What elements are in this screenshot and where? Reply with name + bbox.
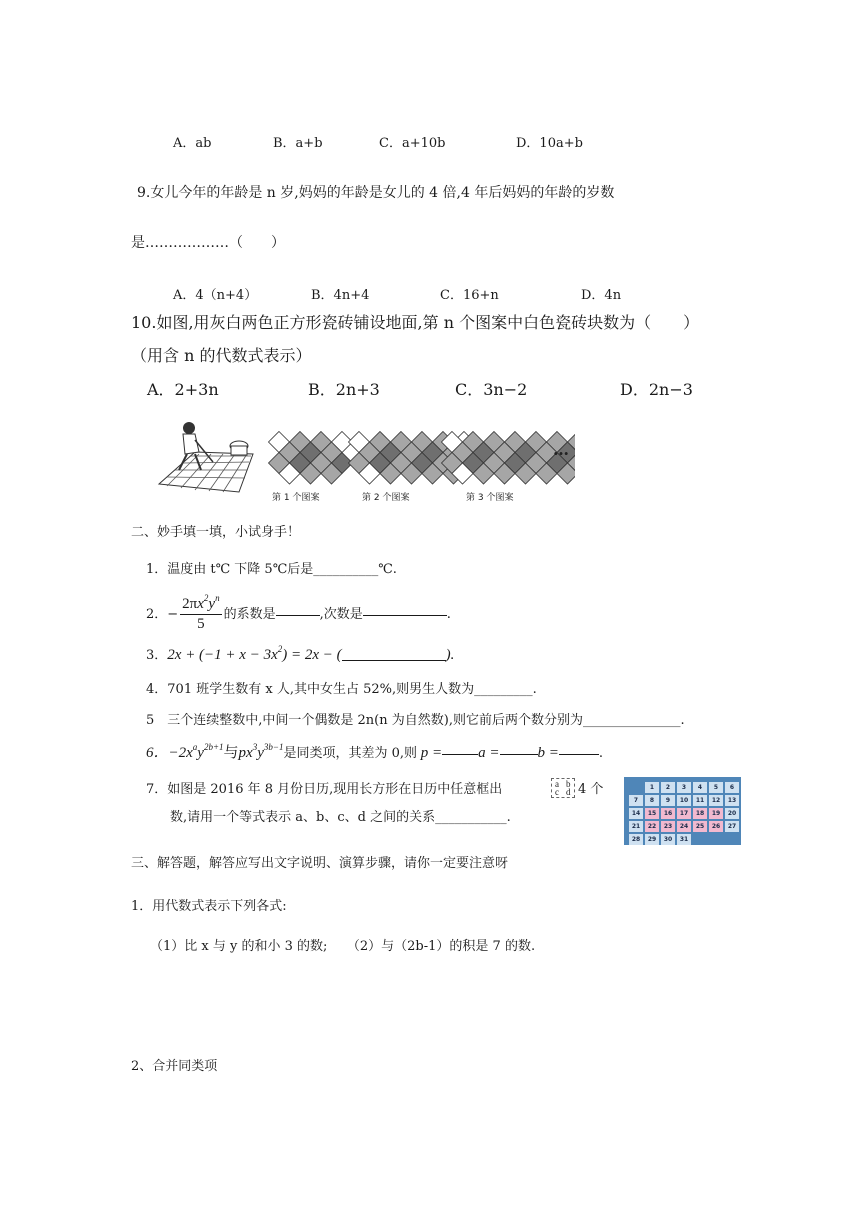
item3-prefix: 3． [146, 648, 168, 663]
calendar-cell: 28 [629, 834, 643, 845]
q9-option-c: C．16+n [440, 288, 499, 303]
pattern-label-3: 第 3 个图案 [466, 493, 514, 503]
calendar-cell: 20 [725, 808, 739, 819]
item6-exp-2b1: 2b+1 [203, 742, 224, 752]
item2-fraction [180, 593, 221, 633]
calendar-cell: 24 [677, 821, 691, 832]
fill-item-7-line1: 7．如图是 2016 年 8 月份日历,现用长方形在日历中任意框出 [146, 782, 503, 797]
fill-item-4: 4．701 班学生数有 x 人,其中女生占 52%,则男生人数为_________. [146, 682, 537, 697]
calendar-cell: 12 [709, 795, 723, 806]
q9-question-line2: 是………………（ ） [131, 235, 285, 251]
item3-exp: 2 [277, 644, 283, 654]
calendar-grid [629, 782, 739, 845]
calendar-cell: 23 [661, 821, 675, 832]
item6-p-label: p = [420, 745, 443, 761]
calendar-cell: 14 [629, 808, 643, 819]
fill-item-7-suffix: 4 个 [578, 782, 604, 797]
item2-exp2: 2 [203, 593, 209, 603]
item2-y: y [208, 596, 216, 612]
fill-item-5: 5 三个连续整数中,中间一个偶数是 2n(n 为自然数),则它前后两个数分别为_______________. [146, 713, 685, 728]
item6-a-label: a = [478, 745, 500, 761]
calendar-cell: 2 [661, 782, 675, 793]
section2-heading: 二、妙手填一填，小试身手！ [131, 525, 301, 540]
fill-item-1: 1．温度由 t℃ 下降 5℃后是__________℃. [146, 562, 397, 577]
item6-y2: y [257, 745, 264, 761]
item2-prefix: 2．− [146, 607, 179, 622]
pattern-ellipsis: … [553, 440, 569, 459]
fill-item-3 [146, 644, 454, 664]
calendar-cell: 11 [693, 795, 707, 806]
calendar-cell: 15 [645, 808, 659, 819]
q8-option-a: A．ab [173, 136, 212, 151]
item2-expn: n [215, 593, 220, 603]
item3-lhs: 2x + (−1 + x − 3x [167, 647, 278, 663]
item6-a-blank[interactable] [500, 753, 538, 755]
section3-heading: 三、解答题，解答应写出文字说明、演算步骤，请你一定要注意呀 [131, 856, 509, 871]
calendar-cell: 16 [661, 808, 675, 819]
calendar-cell: 19 [709, 808, 723, 819]
pattern-label-1: 第 1 个图案 [272, 493, 320, 503]
box-letter-a: a [555, 779, 559, 789]
item2-x: x [197, 596, 204, 612]
item6-exp-a: a [192, 742, 198, 752]
q10-option-a: A．2+3n [147, 380, 219, 399]
item2-blank-2[interactable] [363, 614, 447, 616]
q9-option-b: B．4n+4 [311, 288, 370, 303]
q8-option-b: B．a+b [273, 136, 323, 151]
item6-exp-3: 3 [252, 742, 258, 752]
item2-period: . [446, 607, 451, 622]
q9-option-d: D．4n [581, 288, 622, 303]
item6-and: 与 [223, 745, 239, 761]
calendar-cell: 30 [661, 834, 675, 845]
calendar-cell: 18 [693, 808, 707, 819]
q10-option-c: C．3n−2 [455, 380, 528, 399]
solve-q1: 1．用代数式表示下列各式: [131, 899, 287, 914]
item6-p-blank[interactable] [442, 753, 478, 755]
item2-coef-label: 的系数是 [223, 607, 276, 622]
item6-prefix: 6．−2x [146, 745, 193, 761]
calendar-cell: 8 [645, 795, 659, 806]
calendar-cell: 1 [645, 782, 659, 793]
item6-b-blank[interactable] [559, 753, 599, 755]
calendar-cell: 21 [629, 821, 643, 832]
item2-denominator: 5 [197, 616, 205, 632]
item6-px: px [238, 745, 253, 761]
calendar-cell: 9 [661, 795, 675, 806]
item3-end: ). [445, 647, 455, 663]
item6-b-label: b = [537, 745, 559, 761]
fill-item-2 [146, 593, 451, 633]
calendar-cell: 27 [725, 821, 739, 832]
calendar-cell: 10 [677, 795, 691, 806]
fill-item-6: 6．$-2x^ay^{2b+1}$与$px^3y^{3b-1}$是同类项，其差为 0,则 p = a = b = . [146, 742, 604, 761]
calendar-cell: 17 [677, 808, 691, 819]
item6-exp-3b1: 3b−1 [263, 742, 284, 752]
calendar-cell: 7 [629, 795, 643, 806]
item2-coef: 2π [182, 596, 198, 612]
pattern-label-2: 第 2 个图案 [362, 493, 410, 503]
worker-illustration [159, 422, 253, 492]
item2-blank-1[interactable] [276, 614, 320, 616]
calendar-cell: 5 [709, 782, 723, 793]
calendar-cell: 31 [677, 834, 691, 845]
calendar-cell: 26 [709, 821, 723, 832]
q8-option-c: C．a+10b [379, 136, 446, 151]
item6-condition: 是同类项，其差为 0,则 [283, 746, 418, 761]
item2-degree-label: ,次数是 [319, 607, 363, 622]
calendar-cell: 13 [725, 795, 739, 806]
box-letter-c: c [555, 787, 559, 797]
q10-question-line2: （用含 n 的代数式表示） [131, 346, 312, 365]
q8-option-d: D．10a+b [516, 136, 583, 151]
item3-mid: ) = 2x − ( [282, 647, 342, 663]
calendar-cell [629, 782, 643, 793]
calendar-cell [693, 834, 707, 845]
fill-item-7-line2: 数,请用一个等式表示 a、b、c、d 之间的关系___________. [170, 810, 511, 825]
q10-option-b: B．2n+3 [308, 380, 380, 399]
calendar-cell [725, 834, 739, 845]
calendar-cell: 29 [645, 834, 659, 845]
august-2016-calendar [624, 777, 741, 845]
box-letter-d: d [566, 787, 571, 797]
calendar-cell: 6 [725, 782, 739, 793]
calendar-cell: 25 [693, 821, 707, 832]
calendar-frame-abcd [551, 778, 575, 798]
solve-q1-parts: （1）比 x 与 y 的和小 3 的数; （2）与（2b-1）的积是 7 的数. [150, 939, 536, 954]
q9-question-line1: 9.女儿今年的年龄是 n 岁,妈妈的年龄是女儿的 4 倍,4 年后妈妈的年龄的岁数 [137, 185, 615, 201]
box-letter-b: b [566, 779, 571, 789]
q10-question-line1: 10.如图,用灰白两色正方形瓷砖铺设地面,第 n 个图案中白色瓷砖块数为（ ） [131, 313, 700, 332]
item3-blank[interactable] [342, 646, 446, 661]
calendar-cell: 3 [677, 782, 691, 793]
calendar-cell: 22 [645, 821, 659, 832]
item6-y: y [197, 745, 204, 761]
calendar-cell: 4 [693, 782, 707, 793]
q9-option-a: A．4（n+4） [173, 288, 258, 303]
q10-option-d: D．2n−3 [620, 380, 693, 399]
calendar-cell [709, 834, 723, 845]
solve-q2: 2、合并同类项 [131, 1059, 218, 1074]
